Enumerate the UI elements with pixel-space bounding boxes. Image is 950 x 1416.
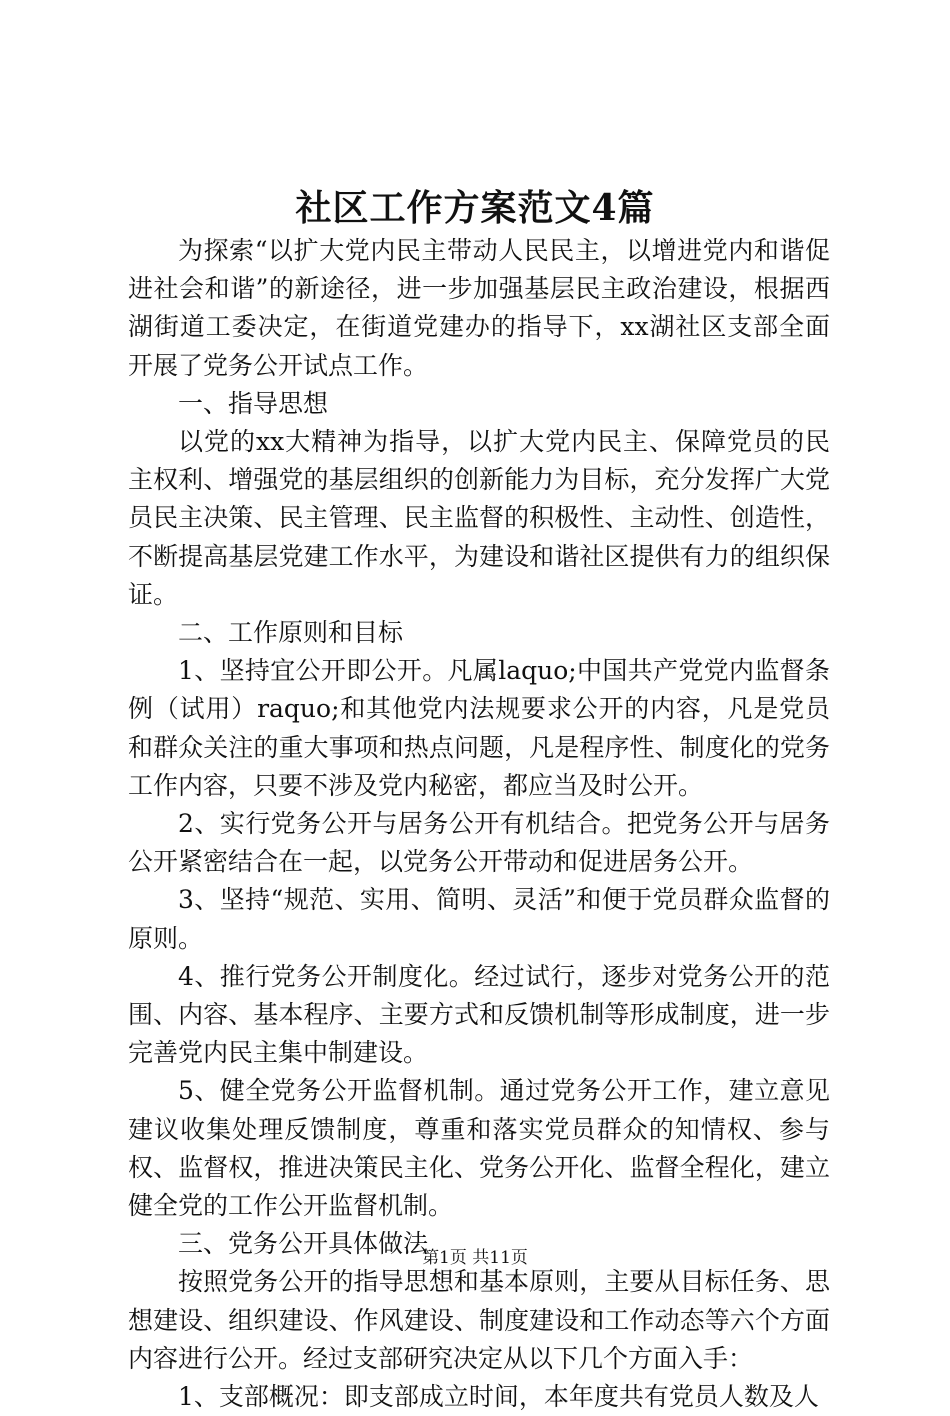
section-heading-methods: 三、党务公开具体做法	[178, 1229, 429, 1259]
section-heading-guiding-ideology: 一、指导思想	[178, 388, 329, 418]
paragraph-principle-2: 2、实行党务公开与居务公开有机结合。把党务公开与居务公开紧密结合在一起，以党务公开带动和促进居务公开。	[128, 809, 830, 877]
paragraph-guiding-ideology: 以党的xx大精神为指导，以扩大党内民主、保障党员的民主权利、增强党的基层组织的创新能力为目标，充分发挥广大党员民主决策、民主管理、民主监督的积极性、主动性、创造性，不断提高基层党建工作水平，为建设和谐社区提供有力的组织保证。	[128, 427, 830, 609]
paragraph-principle-1: 1、坚持宜公开即公开。凡属laquo;中国共产党党内监督条例（试用）raquo;和其他党内法规要求公开的内容，凡是党员和群众关注的重大事项和热点问题，凡是程序性、制度化的党务工作内容，只要不涉及党内秘密，都应当及时公开。	[128, 656, 830, 800]
document-title: 社区工作方案范文4篇	[295, 187, 655, 229]
paragraph-methods-intro: 按照党务公开的指导思想和基本原则，主要从目标任务、思想建设、组织建设、作风建设、制度建设和工作动态等六个方面内容进行公开。经过支部研究决定从以下几个方面入手：	[128, 1267, 830, 1373]
section-heading-principles: 二、工作原则和目标	[178, 618, 404, 648]
page-footer: 第1页 共11页	[422, 1248, 528, 1268]
paragraph-intro: 为探索“以扩大党内民主带动人民民主，以增进党内和谐促进社会和谐”的新途径，进一步加强基层民主政治建设，根据西湖街道工委决定，在街道党建办的指导下，xx湖社区支部全面开展了党务公开试点工作。	[128, 236, 830, 380]
paragraph-principle-3: 3、坚持“规范、实用、简明、灵活”和便于党员群众监督的原则。	[128, 885, 830, 953]
document-body	[128, 232, 830, 1416]
paragraph-principle-4: 4、推行党务公开制度化。经过试行，逐步对党务公开的范围、内容、基本程序、主要方式和反馈机制等形成制度，进一步完善党内民主集中制建设。	[128, 961, 830, 1068]
paragraph-principle-5: 5、健全党务公开监督机制。通过党务公开工作，建立意见建议收集处理反馈制度，尊重和落实党员群众的知情权、参与权、监督权，推进决策民主化、党务公开化、监督全程化，建立健全党的工作公开监督机制。	[128, 1076, 830, 1221]
paragraph-method-1: 1、支部概况：即支部成立时间，本年度共有党员人数及人	[178, 1382, 819, 1412]
